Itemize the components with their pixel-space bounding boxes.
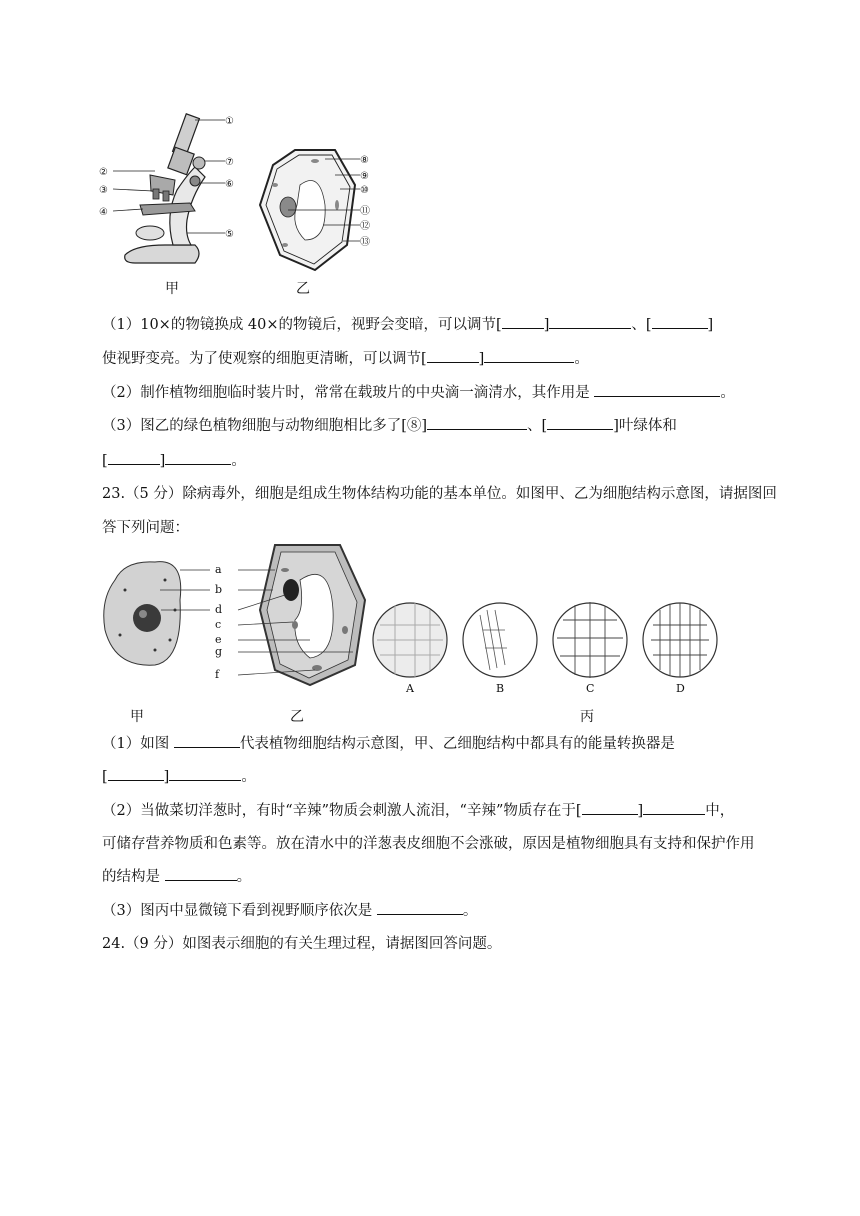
cell-label-a: a (215, 563, 222, 576)
microscope-label-5: ⑤ (225, 229, 234, 240)
q23-part2-line3: 的结构是 。 (102, 866, 251, 887)
microscope-label-7: ⑦ (225, 157, 234, 168)
caption-bing: 丙 (580, 709, 594, 725)
circle-label-b: B (496, 682, 505, 695)
microscope-label-2: ② (99, 167, 108, 178)
cell-comparison-figure (95, 540, 735, 725)
q23-stem-line2: 答下列问题： (102, 520, 189, 536)
microscope-label-1: ① (225, 116, 234, 127)
view-circle-b (463, 603, 537, 677)
microscope-label-3: ③ (99, 185, 108, 196)
caption-jia: 甲 (130, 709, 144, 725)
microscope-caption: 甲 (165, 281, 179, 297)
q22-part3-line2: [ ] 。 (102, 450, 246, 471)
cell-label-e: e (215, 633, 222, 646)
q22-part2: （2）制作植物细胞临时装片时，常常在载玻片的中央滴一滴清水，其作用是 。 (102, 382, 735, 403)
view-circle-a (373, 603, 447, 677)
q24-stem: 24.（9 分）如图表示细胞的有关生理过程，请据图回答问题。 (102, 936, 502, 952)
q23-part3: （3）图丙中显微镜下看到视野顺序依次是 。 (102, 900, 477, 921)
cell-label-11: ⑪ (360, 206, 370, 217)
microscope-figure (95, 105, 245, 270)
q23-part2-line1: （2）当做菜切洋葱时，有时“辛辣”物质会刺激人流泪，“辛辣”物质存在于[ ] 中， (102, 800, 734, 821)
cell-label-10: ⑩ (360, 185, 369, 196)
cell-label-d: d (215, 603, 223, 616)
cell-label-9: ⑨ (360, 171, 369, 182)
q22-part3-line1: （3）图乙的绿色植物细胞与动物细胞相比多了[⑧] 、[ ]叶绿体和 (102, 415, 677, 436)
circle-label-d: D (676, 682, 685, 695)
q23-part1-line2: [ ] 。 (102, 766, 256, 787)
q23-stem-line1: 23.（5 分）除病毒外，细胞是组成生物体结构功能的基本单位。如图甲、乙为细胞结构示意图，请据图回 (102, 486, 777, 502)
cell-label-f: f (215, 668, 220, 681)
cell-label-g: g (215, 645, 223, 658)
circle-label-a: A (406, 682, 414, 695)
plant-cell-figure (255, 145, 380, 275)
microscope-label-4: ④ (99, 207, 108, 218)
view-circle-d (643, 603, 717, 677)
caption-yi: 乙 (290, 709, 304, 725)
cell-label-c: c (215, 618, 222, 631)
q23-part2-line2: 可储存营养物质和色素等。放在清水中的洋葱表皮细胞不会涨破，原因是植物细胞具有支持和保护作用 (102, 836, 755, 852)
cell-label-12: ⑫ (360, 221, 370, 232)
q23-part1-line1: （1）如图 代表植物细胞结构示意图，甲、乙细胞结构中都具有的能量转换器是 (102, 733, 675, 754)
microscope-label-6: ⑥ (225, 179, 234, 190)
q22-part1-line1: （1）10×的物镜换成 40×的物镜后，视野会变暗，可以调节[ ] 、[ ] (102, 314, 713, 335)
view-circle-c (553, 602, 627, 678)
cell-label-13: ⑬ (360, 237, 370, 248)
q22-part1-line2: 使视野变亮。为了使观察的细胞更清晰，可以调节[ ] 。 (102, 348, 589, 369)
circle-label-c: C (586, 682, 595, 695)
cell-label-b: b (215, 583, 223, 596)
cell-label-8: ⑧ (360, 155, 369, 166)
plant-cell-caption: 乙 (296, 281, 310, 297)
